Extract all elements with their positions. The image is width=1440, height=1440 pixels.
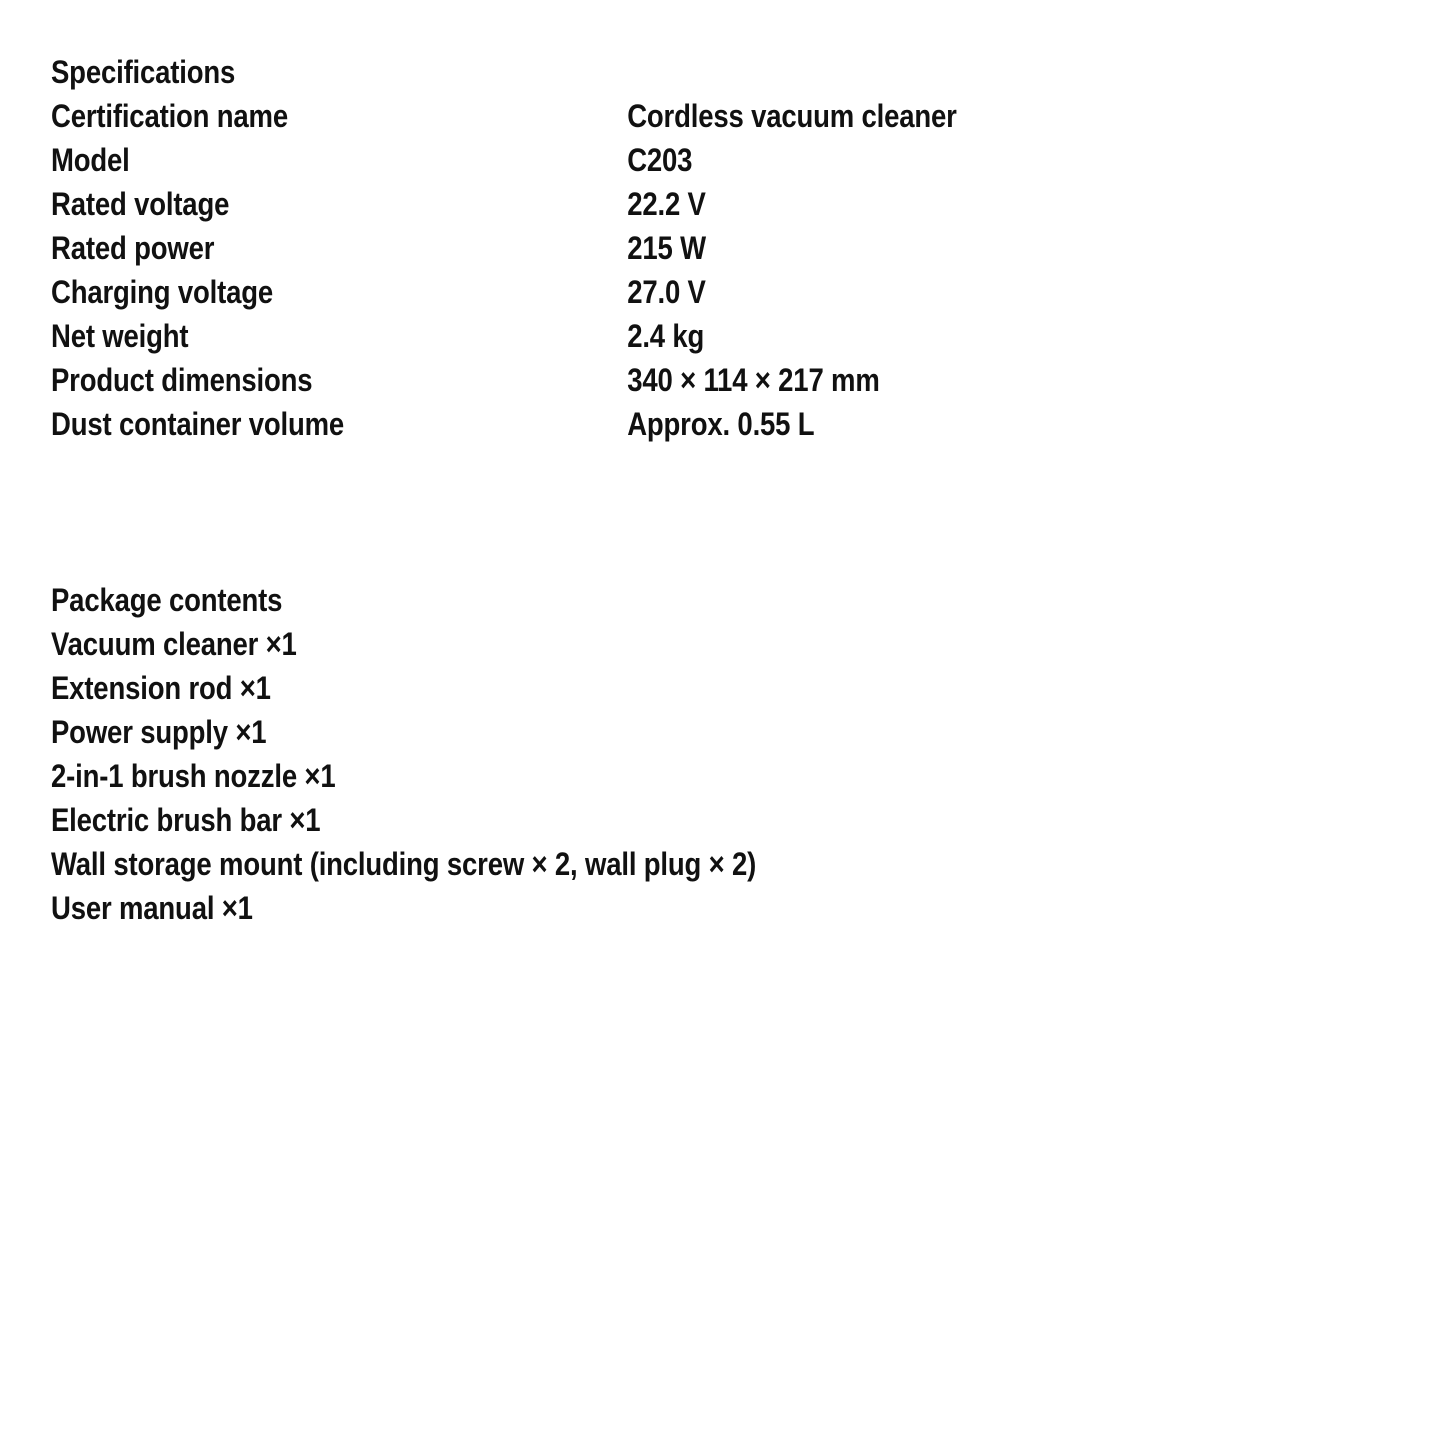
spec-value: 22.2 V [627, 186, 706, 222]
spec-row-certification-name [51, 94, 1203, 138]
document-page [51, 50, 1391, 930]
package-item: Extension rod ×1 [51, 670, 271, 706]
package-item: Wall storage mount (including screw × 2, wall plug × 2) [51, 846, 757, 882]
spec-label: Model [51, 142, 130, 178]
specifications-heading: Specifications [51, 54, 236, 90]
spec-label: Net weight [51, 318, 189, 354]
spec-label: Dust container volume [51, 406, 345, 442]
spec-value: 2.4 kg [627, 318, 705, 354]
spec-value: 27.0 V [627, 274, 706, 310]
spec-label: Certification name [51, 98, 288, 134]
spec-row-model [51, 138, 1203, 182]
spec-value: Cordless vacuum cleaner [627, 98, 957, 134]
spec-row-product-dimensions [51, 358, 1203, 402]
specifications-section [51, 50, 1391, 446]
spec-label: Charging voltage [51, 274, 274, 310]
spec-label: Rated power [51, 230, 215, 266]
section-spacer [51, 446, 1391, 578]
package-contents-heading: Package contents [51, 582, 283, 618]
spec-row-charging-voltage [51, 270, 1203, 314]
package-contents-section [51, 578, 1391, 930]
spec-row-net-weight [51, 314, 1203, 358]
spec-row-rated-power [51, 226, 1203, 270]
spec-label: Rated voltage [51, 186, 230, 222]
package-item: User manual ×1 [51, 890, 253, 926]
spec-value: 215 W [627, 230, 706, 266]
spec-label: Product dimensions [51, 362, 313, 398]
package-item: 2-in-1 brush nozzle ×1 [51, 758, 336, 794]
spec-value: C203 [627, 142, 693, 178]
spec-row-dust-container-volume [51, 402, 1203, 446]
spec-value: Approx. 0.55 L [627, 406, 815, 442]
spec-value: 340 × 114 × 217 mm [627, 362, 880, 398]
package-item: Vacuum cleaner ×1 [51, 626, 297, 662]
spec-row-rated-voltage [51, 182, 1203, 226]
package-item: Power supply ×1 [51, 714, 267, 750]
package-item: Electric brush bar ×1 [51, 802, 321, 838]
